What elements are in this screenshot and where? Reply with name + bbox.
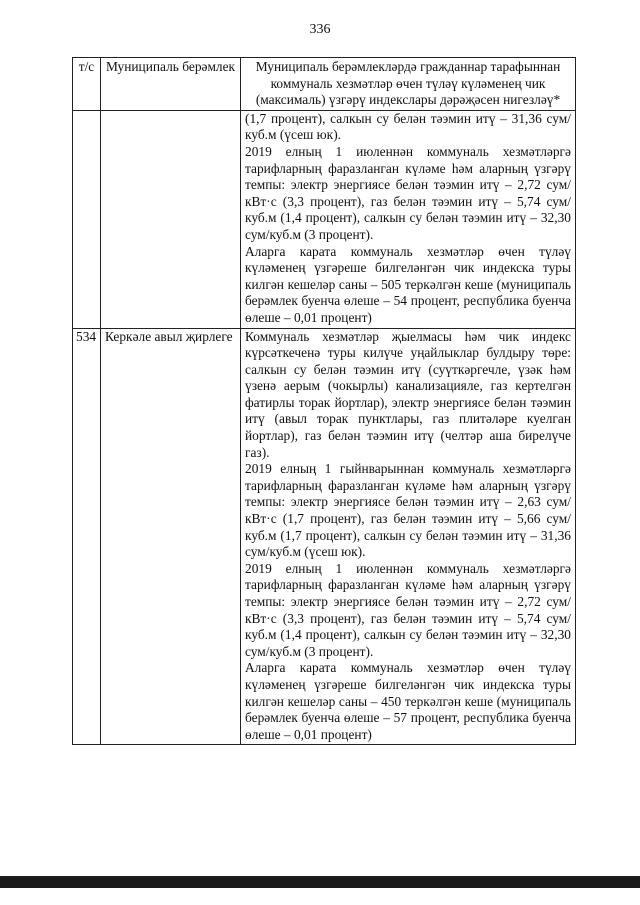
paragraph: 2019 елның 1 гыйнварыннан коммуналь хезмәтләргә тарифларның фаразланган күләме һәм аларның үзгәрү темпы: электр энергиясе белән тәэмин итү – 2,63 сум/кВт·с (1,7 процент), газ белән тәэмин итү – 5,66 сум/куб.м (1,7 процент), салкын су белән тәэмин итү – 31,36 сум/куб.м (үсеш юк). [245, 461, 571, 560]
paragraph: 2019 елның 1 июленнән коммуналь хезмәтләргә тарифларның фаразланган күләме һәм аларның үзгәрү темпы: электр энергиясе белән тәэмин итү – 2,72 сум/кВт·с (3,3 процент), газ белән тәэмин итү – 5,74 сум/куб.м (1,4 процент), салкын су белән тәэмин итү – 32,30 сум/куб.м (3 процент). [245, 143, 571, 242]
header-num: т/с [73, 58, 101, 111]
row-description [241, 328, 576, 745]
scan-edge-bar [0, 876, 640, 888]
row-municipality: Керкәле авыл җирлеге [101, 328, 241, 745]
municipal-index-table [72, 57, 576, 745]
header-description: Муниципаль берәмлекләрдә гражданнар тарафыннан коммуналь хезмәтләр өчен түләү күләменең чик (максималь) үзгәрү индекслары дәрәҗәсен нигезләү* [241, 58, 576, 111]
header-municipality: Муниципаль берәмлек [101, 58, 241, 111]
row-num [73, 110, 101, 328]
row-municipality [101, 110, 241, 328]
row-description [241, 110, 576, 328]
row-num: 534 [73, 328, 101, 745]
paragraph: Аларга карата коммуналь хезмәтләр өчен түләү күләменең үзгәреше билгеләнгән чик индекска туры килгән кешеләр саны – 450 теркәлгән кеше (муниципаль берәмлек буенча өлеше – 57 процент, республика буенча өлеше – 0,01 процент) [245, 660, 571, 742]
paragraph: Аларга карата коммуналь хезмәтләр өчен түләү күләменең үзгәреше билгеләнгән чик индекска туры килгән кешеләр саны – 505 теркәлгән кеше (муниципаль берәмлек буенча өлеше – 54 процент, республика буенча өлеше – 0,01 процент) [245, 243, 571, 325]
paragraph: Коммуналь хезмәтләр җыелмасы һәм чик индекс күрсәткеченә туры килүче уңайлыклар булдыру төре: салкын су белән тәэмин итү (суүткәргечле, үзәк һәм үзенә аерым (чокырлы) канализацияле, газ кертелгән фатирлы торак йортлар), электр энергиясе белән тәэмин итү (авыл торак пунктлары, газ плитәләре куелган йортлар), газ белән тәэмин итү (челтәр аша бирелүче газ). [245, 328, 571, 460]
table-row [73, 110, 576, 328]
paragraph: 2019 елның 1 июленнән коммуналь хезмәтләргә тарифларның фаразланган күләме һәм аларның үзгәрү темпы: электр энергиясе белән тәэмин итү – 2,72 сум/кВт·с (3,3 процент), газ белән тәэмин итү – 5,74 сум/куб.м (1,4 процент), салкын су белән тәэмин итү – 32,30 сум/куб.м (3 процент). [245, 560, 571, 659]
table-header-row [73, 58, 576, 111]
table-row [73, 328, 576, 745]
page-number: 336 [309, 22, 331, 37]
paragraph: (1,7 процент), салкын су белән тәэмин итү – 31,36 сум/куб.м (үсеш юк). [245, 110, 571, 143]
